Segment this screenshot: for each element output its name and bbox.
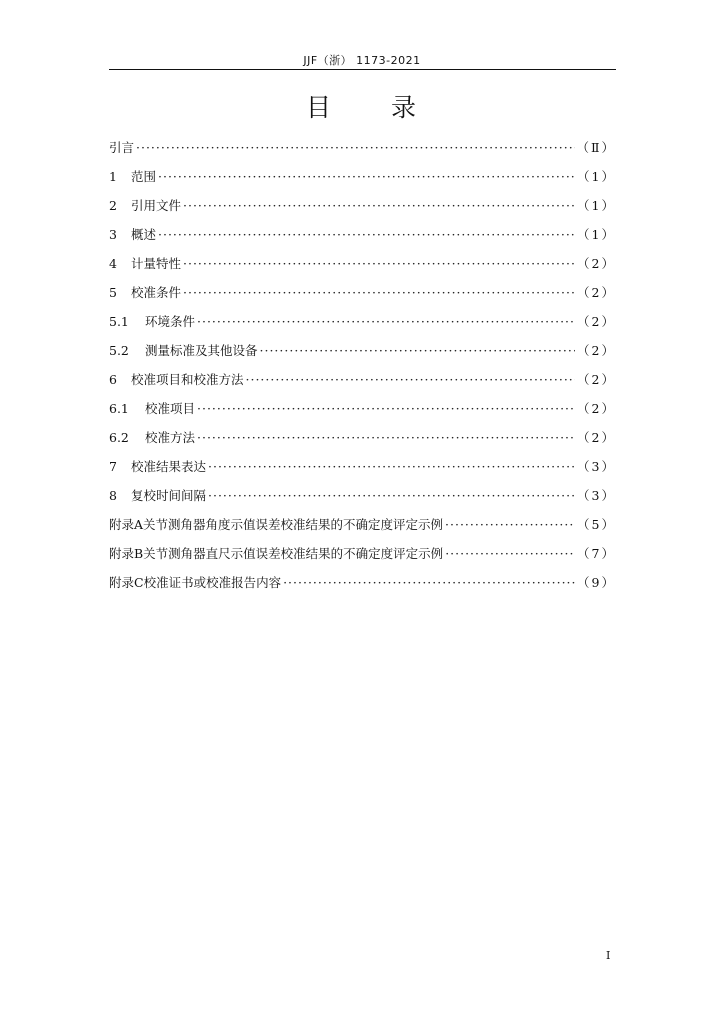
toc-entry-title: 引言 [109, 140, 135, 155]
toc-entry[interactable] [109, 278, 616, 307]
toc-dot-leader [197, 307, 575, 336]
toc-entry[interactable] [109, 162, 616, 191]
toc-entry[interactable] [109, 307, 616, 336]
toc-entry-title: 附录B关节测角器直尺示值误差校准结果的不确定度评定示例 [109, 546, 444, 561]
toc-entry-title: 概述 [131, 227, 157, 242]
toc-dot-leader [183, 278, 575, 307]
toc-entry-page: （2） [577, 285, 616, 300]
toc-entry[interactable] [109, 191, 616, 220]
toc-dot-leader [208, 481, 575, 510]
toc-entry-title: 环境条件 [145, 314, 196, 329]
toc-entry[interactable] [109, 394, 616, 423]
toc-entry-title: 校准条件 [131, 285, 182, 300]
toc-entry-title: 校准方法 [145, 430, 196, 445]
toc-entry[interactable] [109, 249, 616, 278]
page-number: I [606, 949, 611, 962]
toc-dot-leader [197, 423, 575, 452]
toc-dot-leader [158, 162, 575, 191]
toc-entry-number: 6.2 [109, 430, 129, 445]
toc-entry-page: （3） [577, 459, 616, 474]
standard-code-header: JJF（浙） 1173-2021 [303, 54, 421, 67]
toc-dot-leader [445, 539, 575, 568]
toc-entry[interactable] [109, 365, 616, 394]
toc-entry[interactable] [109, 452, 616, 481]
toc-dot-leader [183, 191, 575, 220]
toc-entry-number: 5.1 [109, 314, 129, 329]
toc-entry-page: （9） [577, 575, 616, 590]
toc-dot-leader [158, 220, 575, 249]
toc-entry-number: 2 [109, 198, 117, 213]
toc-entry-title: 计量特性 [131, 256, 182, 271]
toc-entry-page: （2） [577, 430, 616, 445]
toc-entry[interactable] [109, 481, 616, 510]
toc-entry-page: （7） [577, 546, 616, 561]
toc-entry-title: 附录A关节测角器角度示值误差校准结果的不确定度评定示例 [109, 517, 444, 532]
toc-entry-number: 1 [109, 169, 117, 184]
header-divider [109, 69, 616, 70]
toc-dot-leader [445, 510, 575, 539]
toc-dot-leader [183, 249, 575, 278]
toc-dot-leader [283, 568, 575, 597]
toc-dot-leader [197, 394, 575, 423]
toc-entry-title: 校准结果表达 [131, 459, 207, 474]
toc-entry[interactable] [109, 568, 616, 597]
toc-entry-page: （2） [577, 314, 616, 329]
toc-entry[interactable] [109, 510, 616, 539]
toc-entry-title: 范围 [131, 169, 157, 184]
table-of-contents [109, 133, 616, 597]
toc-entry-page: （Ⅱ） [576, 140, 616, 155]
toc-entry-page: （2） [577, 401, 616, 416]
toc-dot-leader [208, 452, 575, 481]
toc-entry-number: 7 [109, 459, 117, 474]
toc-entry-page: （1） [577, 198, 616, 213]
toc-dot-leader [260, 336, 576, 365]
toc-entry[interactable] [109, 220, 616, 249]
toc-entry-title: 校准项目 [145, 401, 196, 416]
toc-entry-page: （2） [577, 343, 616, 358]
toc-entry[interactable] [109, 336, 616, 365]
toc-entry-title: 引用文件 [131, 198, 182, 213]
toc-entry-number: 8 [109, 488, 117, 503]
toc-entry-page: （3） [577, 488, 616, 503]
toc-entry-title: 复校时间间隔 [131, 488, 207, 503]
toc-entry-number: 6 [109, 372, 117, 387]
toc-entry-number: 6.1 [109, 401, 129, 416]
toc-entry[interactable] [109, 423, 616, 452]
toc-dot-leader [246, 365, 576, 394]
toc-entry-number: 5.2 [109, 343, 129, 358]
toc-entry[interactable] [109, 133, 616, 162]
toc-entry-page: （1） [577, 227, 616, 242]
toc-entry[interactable] [109, 539, 616, 568]
toc-entry-title: 测量标准及其他设备 [145, 343, 258, 358]
toc-entry-page: （2） [577, 372, 616, 387]
toc-entry-number: 4 [109, 256, 117, 271]
toc-entry-page: （5） [577, 517, 616, 532]
toc-entry-title: 校准项目和校准方法 [131, 372, 244, 387]
toc-entry-title: 附录C校准证书或校准报告内容 [109, 575, 282, 590]
page-title: 目 录 [306, 93, 418, 122]
toc-dot-leader [136, 133, 574, 162]
toc-entry-page: （2） [577, 256, 616, 271]
toc-entry-page: （1） [577, 169, 616, 184]
toc-entry-number: 3 [109, 227, 117, 242]
toc-entry-number: 5 [109, 285, 117, 300]
